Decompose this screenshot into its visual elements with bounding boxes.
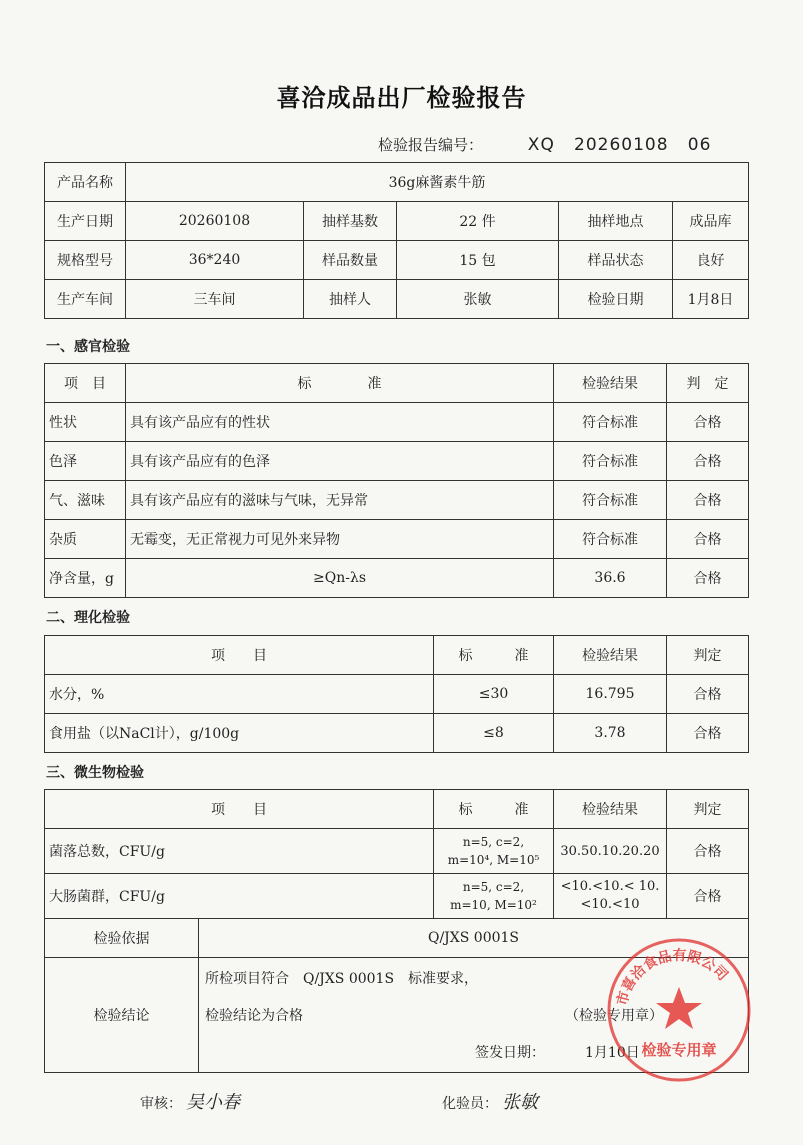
sensory-judge: 合格: [667, 520, 749, 559]
seal-ring-text: 市喜洽食品有限公司: [614, 947, 731, 1008]
sensory-table: [44, 363, 749, 598]
sensory-standard: 无霉变，无正常视力可见外来异物: [126, 520, 554, 559]
sensory-result: 符合标准: [554, 403, 667, 442]
spec-value: 36*240: [126, 241, 304, 280]
issue-date-value: 1月10日: [585, 1045, 640, 1061]
conclusion-line2: 检验结论为合格: [205, 1008, 303, 1024]
sample-place-value: 成品库: [673, 202, 749, 241]
physchem-section-title: 二、理化检验: [46, 610, 130, 626]
seal-sub-text: 检验专用章: [641, 1041, 717, 1059]
reviewer: [140, 1088, 240, 1114]
physchem-header-standard: 标 准: [434, 636, 554, 675]
report-number-value: XQ 20260108 06: [527, 135, 712, 155]
micro-standard-line2: m=10, M=10²: [450, 898, 537, 912]
inspection-seal-icon: [604, 935, 754, 1085]
sampler-value: 张敏: [397, 280, 559, 319]
basis-label: 检验依据: [45, 919, 199, 958]
product-info-table: [44, 162, 749, 319]
micro-judge: 合格: [667, 874, 749, 919]
sensory-result: 符合标准: [554, 481, 667, 520]
physchem-header-item: 项 目: [45, 636, 434, 675]
sensory-header-standard: 标 准: [126, 364, 554, 403]
sample-base-label: 抽样基数: [304, 202, 397, 241]
sample-qty-label: 样品数量: [304, 241, 397, 280]
sample-base-value: 22 件: [397, 202, 559, 241]
table-row: [45, 559, 749, 598]
svg-text:市喜洽食品有限公司: [613, 947, 731, 1007]
sensory-result: 符合标准: [554, 442, 667, 481]
product-name-value: 36g麻酱素牛筋: [126, 163, 749, 202]
physchem-table: [44, 635, 749, 753]
sensory-standard: 具有该产品应有的性状: [126, 403, 554, 442]
physchem-item: 水分，%: [45, 675, 434, 714]
sample-state-value: 良好: [673, 241, 749, 280]
physchem-result: 16.795: [554, 675, 667, 714]
table-row: [45, 714, 749, 753]
micro-standard-line1: n=5, c=2,: [462, 880, 525, 894]
sample-qty-value: 15 包: [397, 241, 559, 280]
issue-date-label: 签发日期：: [475, 1045, 545, 1061]
report-number-label: 检验报告编号：: [378, 136, 484, 154]
micro-standard: [434, 874, 554, 919]
micro-standard-line2: m=10⁴, M=10⁵: [447, 853, 540, 867]
workshop-label: 生产车间: [45, 280, 126, 319]
table-row: [45, 874, 749, 919]
table-row: [45, 442, 749, 481]
physchem-header-result: 检验结果: [554, 636, 667, 675]
table-row: [45, 403, 749, 442]
sensory-judge: 合格: [667, 442, 749, 481]
report-number: [378, 134, 711, 155]
sensory-item: 色泽: [45, 442, 126, 481]
sample-place-label: 抽样地点: [559, 202, 673, 241]
sensory-judge: 合格: [667, 481, 749, 520]
sensory-standard: 具有该产品应有的色泽: [126, 442, 554, 481]
micro-header-standard: 标 准: [434, 790, 554, 829]
micro-result: <10.<10.< 10.<10.<10: [554, 874, 667, 919]
spec-label: 规格型号: [45, 241, 126, 280]
seal-note: （检验专用章）: [565, 1008, 663, 1024]
micro-header-item: 项 目: [45, 790, 434, 829]
sensory-result: 36.6: [554, 559, 667, 598]
micro-item: 菌落总数，CFU/g: [45, 829, 434, 874]
sensory-item: 杂质: [45, 520, 126, 559]
micro-header-result: 检验结果: [554, 790, 667, 829]
table-row: [45, 481, 749, 520]
sensory-judge: 合格: [667, 559, 749, 598]
insp-date-value: 1月8日: [673, 280, 749, 319]
tester-signature: 张敏: [502, 1092, 538, 1113]
tester-label: 化验员：: [442, 1096, 498, 1112]
reviewer-signature: 吴小春: [186, 1092, 240, 1113]
physchem-header-judge: 判定: [667, 636, 749, 675]
physchem-standard: ≤30: [434, 675, 554, 714]
sensory-header-item: 项 目: [45, 364, 126, 403]
sensory-item: 净含量，g: [45, 559, 126, 598]
sensory-section-title: 一、感官检验: [46, 339, 130, 355]
table-row: [45, 675, 749, 714]
table-row: [45, 829, 749, 874]
sensory-header-judge: 判 定: [667, 364, 749, 403]
micro-result: 30.50.10.20.20: [554, 829, 667, 874]
reviewer-label: 审核：: [140, 1096, 182, 1112]
micro-section-title: 三、微生物检验: [46, 765, 144, 781]
prod-date-label: 生产日期: [45, 202, 126, 241]
workshop-value: 三车间: [126, 280, 304, 319]
micro-standard: [434, 829, 554, 874]
tester: [442, 1088, 538, 1114]
product-name-label: 产品名称: [45, 163, 126, 202]
sensory-standard: 具有该产品应有的滋味与气味，无异常: [126, 481, 554, 520]
physchem-judge: 合格: [667, 714, 749, 753]
sample-state-label: 样品状态: [559, 241, 673, 280]
physchem-item: 食用盐（以NaCl计），g/100g: [45, 714, 434, 753]
sensory-item: 性状: [45, 403, 126, 442]
micro-standard-line1: n=5, c=2,: [462, 835, 525, 849]
sensory-header-result: 检验结果: [554, 364, 667, 403]
insp-date-label: 检验日期: [559, 280, 673, 319]
sensory-item: 气、滋味: [45, 481, 126, 520]
sensory-standard: ≥Qn-λs: [126, 559, 554, 598]
conclusion-line1: 所检项目符合 Q/JXS 0001S 标准要求，: [205, 971, 479, 987]
sensory-judge: 合格: [667, 403, 749, 442]
basis-value: Q/JXS 0001S: [199, 919, 749, 958]
micro-item: 大肠菌群，CFU/g: [45, 874, 434, 919]
conclusion-label: 检验结论: [45, 958, 199, 1073]
micro-judge: 合格: [667, 829, 749, 874]
prod-date-value: 20260108: [126, 202, 304, 241]
report-title: 喜洽成品出厂检验报告: [276, 84, 527, 112]
physchem-result: 3.78: [554, 714, 667, 753]
sampler-label: 抽样人: [304, 280, 397, 319]
sensory-result: 符合标准: [554, 520, 667, 559]
physchem-judge: 合格: [667, 675, 749, 714]
table-row: [45, 520, 749, 559]
micro-header-judge: 判定: [667, 790, 749, 829]
physchem-standard: ≤8: [434, 714, 554, 753]
